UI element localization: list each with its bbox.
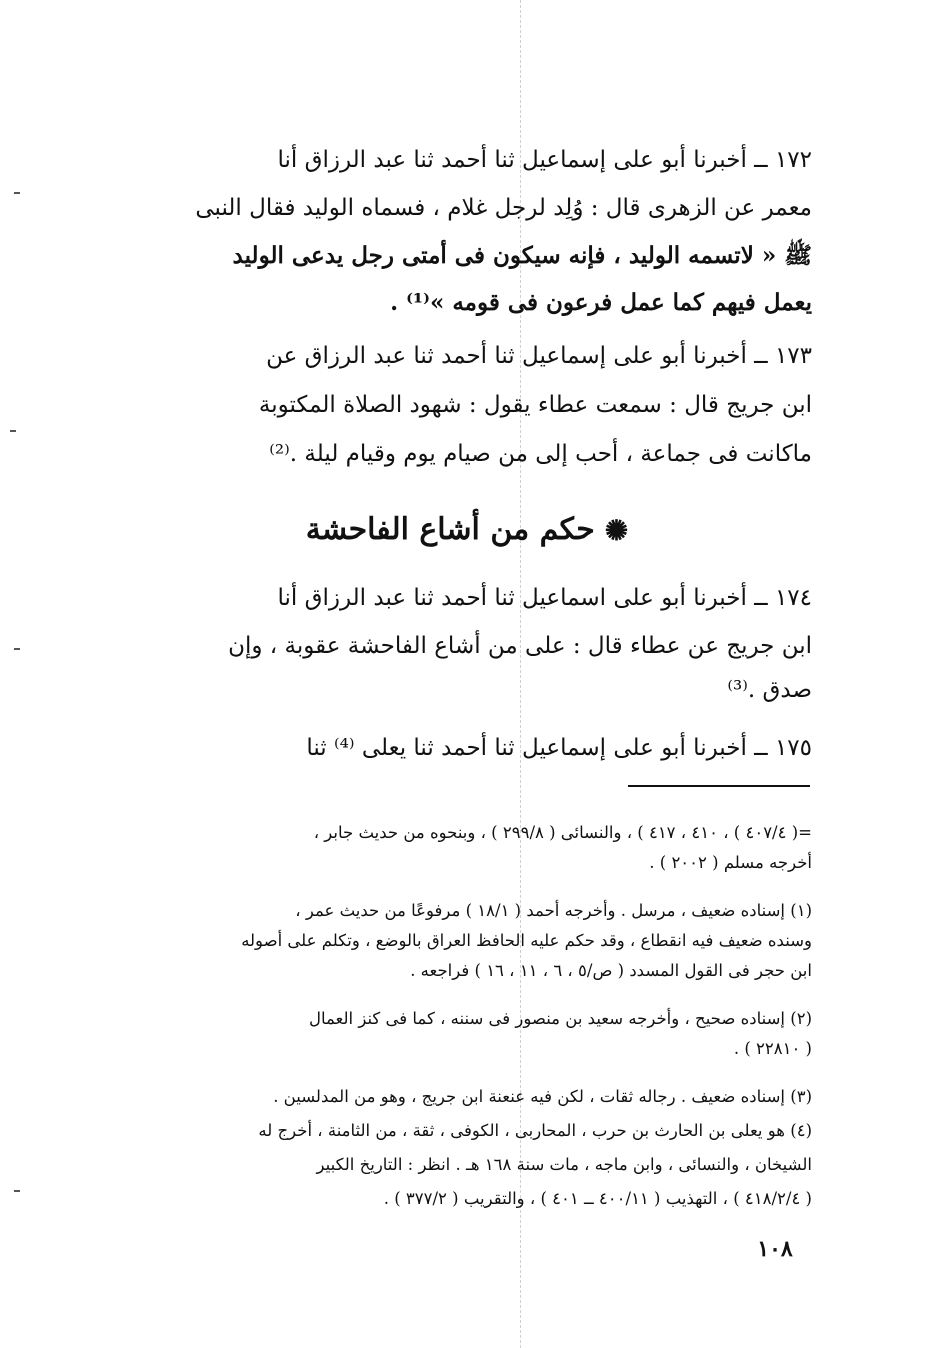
hadith-174-line-1: ١٧٤ ــ أخبرنا أبو على اسماعيل ثنا أحمد ثنا عبد الرزاق أنا: [277, 585, 812, 611]
footnote-continuation-line-2: أخرجه مسلم ( ٢٠٠٢ ) .: [649, 853, 812, 872]
hadith-173-line-1: ١٧٣ ــ أخبرنا أبو على إسماعيل ثنا أحمد ثنا عبد الرزاق عن: [266, 343, 812, 369]
footnote-separator: [628, 785, 810, 787]
footnote-1-line-1: (١) إسناده ضعيف ، مرسل . وأخرجه أحمد ( ١٨/١ ) مرفوعًا من حديث عمر ،: [295, 901, 812, 920]
margin-mark: [14, 1190, 20, 1192]
section-heading: [122, 508, 812, 553]
margin-mark: [14, 648, 20, 650]
footnote-3-line-1: (٣) إسناده ضعيف . رجاله ثقات ، لكن فيه عنعنة ابن جريج ، وهو من المدلسين .: [273, 1087, 812, 1106]
footnote-4-line-2: الشيخان ، والنسائى ، وابن ماجه ، مات سنة ١٦٨ هـ . انظر : التاريخ الكبير: [316, 1155, 812, 1174]
footnote-1-line-2: وسنده ضعيف فيه انقطاع ، وقد حكم عليه الحافظ العراق بالوضع ، وتكلم على أصوله: [241, 931, 812, 950]
flower-ornament-icon: ✺: [604, 514, 629, 547]
hadith-172-line-3: ﷺ « لاتسمه الوليد ، فإنه سيكون فى أمتى رجل يدعى الوليد: [232, 242, 812, 269]
page-number: ١٠٨: [757, 1236, 793, 1262]
footnote-4-line-1: (٤) هو يعلى بن الحارث بن حرب ، المحاربى ، الكوفى ، ثقة ، من الثامنة ، أخرج له: [258, 1121, 812, 1140]
footnote-2-line-2: ( ٢٢٨١٠ ) .: [733, 1039, 812, 1058]
footnote-1-line-3: ابن حجر فى القول المسدد ( ص/٥ ، ٦ ، ١١ ، ١٦ ) فراجعه .: [410, 961, 812, 980]
footnote-4-line-3: ( ٤١٨/٢/٤ ) ، التهذيب ( ٤٠٠/١١ ــ ٤٠١ ) ، والتقريب ( ٣٧٧/٢ ) .: [383, 1189, 812, 1208]
hadith-173-line-2: ابن جريج قال : سمعت عطاء يقول : شهود الصلاة المكتوبة: [258, 392, 812, 418]
hadith-174-line-3: صدق .⁽³⁾: [727, 677, 812, 703]
section-heading-text: حكم من أشاع الفاحشة: [305, 512, 595, 547]
margin-mark: [14, 192, 20, 194]
footnote-continuation-line-1: =( ٤٠٧/٤ ) ، ٤١٠ ، ٤١٧ ) ، والنسائى ( ٢٩٩/٨ ) ، وبنحوه من حديث جابر ،: [313, 823, 812, 842]
hadith-172-line-1: ١٧٢ ــ أخبرنا أبو على إسماعيل ثنا أحمد ثنا عبد الرزاق أنا: [277, 147, 812, 173]
hadith-173-line-3: ماكانت فى جماعة ، أحب إلى من صيام يوم وقيام ليلة .⁽²⁾: [269, 441, 812, 467]
hadith-172-line-2: معمر عن الزهرى قال : وُلِد لرجل غلام ، فسماه الوليد فقال النبى: [195, 195, 812, 221]
hadith-172-line-4: يعمل فيهم كما عمل فرعون فى قومه »⁽¹⁾ .: [390, 289, 812, 316]
margin-mark: [10, 430, 16, 432]
footnote-2-line-1: (٢) إسناده صحيح ، وأخرجه سعيد بن منصور فى سننه ، كما فى كنز العمال: [308, 1009, 812, 1028]
hadith-175-line-1: ١٧٥ ــ أخبرنا أبو على إسماعيل ثنا أحمد ثنا يعلى ⁽⁴⁾ ثنا: [306, 735, 812, 761]
hadith-174-line-2: ابن جريج عن عطاء قال : على من أشاع الفاحشة عقوبة ، وإن: [228, 633, 812, 659]
